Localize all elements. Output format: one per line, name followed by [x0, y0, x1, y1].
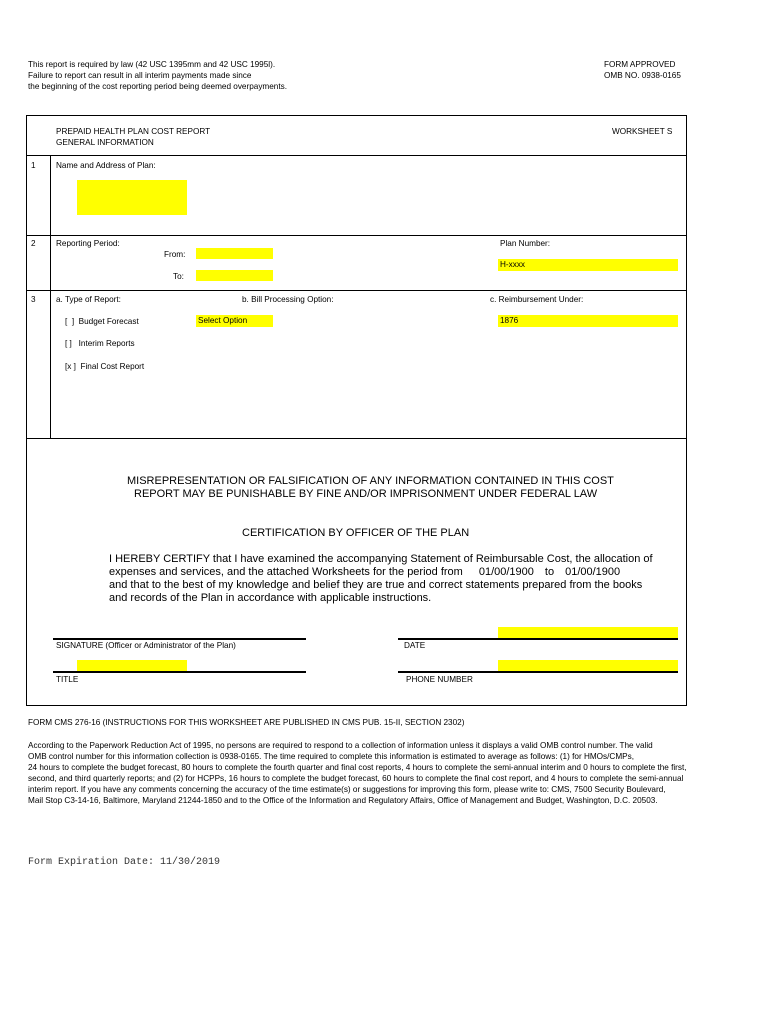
notice-line: the beginning of the cost reporting period being deemed overpayments.	[28, 82, 287, 91]
cert-to-label: to	[544, 566, 555, 578]
cert-from-date: 01/00/1900	[478, 566, 534, 578]
legal-notice	[28, 59, 287, 92]
plan-name-address-field[interactable]	[77, 180, 187, 215]
plan-number-field[interactable]: H-xxxx	[498, 259, 678, 271]
reimbursement-select[interactable]: 1876	[498, 315, 678, 327]
form-approval	[604, 59, 681, 81]
cert-to-date: 01/00/1900	[565, 566, 621, 578]
certification-text-line: and records of the Plan in accordance with applicable instructions.	[109, 592, 432, 604]
form-expiration-date: Form Expiration Date: 11/30/2019	[28, 857, 221, 868]
paperwork-line: interim report. If you have any comments concerning the accuracy of the time estimate(s) or suggestions for improving this form, please write to: CMS, 7500 Security Boulevard,	[28, 785, 666, 794]
notice-line: Failure to report can result in all interim payments made since	[28, 71, 252, 80]
title-line	[53, 671, 306, 673]
worksheet-label: WORKSHEET S	[612, 127, 673, 136]
divider	[26, 290, 687, 291]
section-number: 3	[31, 295, 36, 304]
bill-processing-label: b. Bill Processing Option:	[242, 295, 334, 304]
instructions-reference: FORM CMS 276-16 (INSTRUCTIONS FOR THIS WORKSHEET ARE PUBLISHED IN CMS PUB. 15-II, SECTION 2302)	[28, 718, 465, 727]
omb-number: OMB NO. 0938-0165	[604, 71, 681, 80]
warning-text-line: REPORT MAY BE PUNISHABLE BY FINE AND/OR IMPRISONMENT UNDER FEDERAL LAW	[134, 488, 598, 500]
certification-title: CERTIFICATION BY OFFICER OF THE PLAN	[242, 527, 470, 539]
paperwork-notice	[28, 740, 728, 806]
paperwork-line: 24 hours to complete the budget forecast, 80 hours to complete the fourth quarter and final cost reports, 4 hours to complete the semi-annual interim and 0 hours to complete the first,	[28, 763, 687, 772]
plan-name-label: Name and Address of Plan:	[56, 161, 156, 170]
period-from-field[interactable]	[196, 248, 273, 259]
title-label: TITLE	[56, 675, 79, 684]
option-final-cost-report[interactable]: [x ] Final Cost Report	[65, 362, 145, 371]
number-column-divider	[50, 155, 51, 439]
phone-number-field[interactable]	[498, 660, 678, 671]
date-label: DATE	[404, 641, 426, 650]
bill-processing-select[interactable]: Select Option	[196, 315, 273, 327]
option-interim-reports[interactable]: [ ] Interim Reports	[65, 339, 135, 348]
paperwork-line: second, and third quarterly reports; and (2) for HCPPs, 16 hours to complete the budget forecast, 60 hours to complete the final cost report, and 4 hours to complete the semi-annual	[28, 774, 684, 783]
reimbursement-label: c. Reimbursement Under:	[490, 295, 584, 304]
notice-line: This report is required by law (42 USC 1395mm and 42 USC 1995l).	[28, 60, 276, 69]
signature-label: SIGNATURE (Officer or Administrator of the Plan)	[56, 641, 236, 650]
paperwork-line: Mail Stop C3-14-16, Baltimore, Maryland 21244-1850 and to the Office of the Information and Regulatory Affairs, Office of Management and Budget, Washington, D.C. 20503.	[28, 796, 658, 805]
divider	[26, 155, 687, 156]
date-field[interactable]	[498, 627, 678, 638]
section-number: 2	[31, 239, 36, 248]
form-title	[56, 126, 210, 148]
option-budget-forecast[interactable]: [ ] Budget Forecast	[65, 317, 139, 326]
reporting-period-label: Reporting Period:	[56, 239, 120, 248]
certification-text: expenses and services, and the attached Worksheets for the period from	[109, 566, 463, 578]
section-number: 1	[31, 161, 36, 170]
phone-line	[398, 671, 678, 673]
certification-text-line: I HEREBY CERTIFY that I have examined the accompanying Statement of Reimbursable Cost, the allocation of	[109, 553, 653, 565]
divider	[26, 438, 687, 439]
period-to-field[interactable]	[196, 270, 273, 281]
divider	[26, 235, 687, 236]
form-subtitle-line: GENERAL INFORMATION	[56, 138, 154, 147]
certification-text-line: and that to the best of my knowledge and belief they are true and correct statements prepared from the books	[109, 579, 643, 591]
paperwork-line: According to the Paperwork Reduction Act of 1995, no persons are required to respond to a collection of information unless it displays a valid OMB control number. The valid	[28, 741, 653, 750]
report-type-label: a. Type of Report:	[56, 295, 121, 304]
title-field[interactable]	[77, 660, 187, 671]
warning-text-line: MISREPRESENTATION OR FALSIFICATION OF ANY INFORMATION CONTAINED IN THIS COST	[127, 475, 614, 487]
form-approved-label: FORM APPROVED	[604, 60, 676, 69]
phone-number-label: PHONE NUMBER	[406, 675, 473, 684]
to-label: To:	[173, 272, 184, 281]
plan-number-label: Plan Number:	[500, 239, 551, 248]
from-label: From:	[164, 250, 186, 259]
certification-text-line	[109, 566, 620, 579]
form-title-line: PREPAID HEALTH PLAN COST REPORT	[56, 127, 211, 136]
date-line	[398, 638, 678, 640]
paperwork-line: OMB control number for this information collection is 0938-0165. The time required to complete this information is estimated to average as follows: (1) for HMOs/CMPs,	[28, 752, 634, 761]
